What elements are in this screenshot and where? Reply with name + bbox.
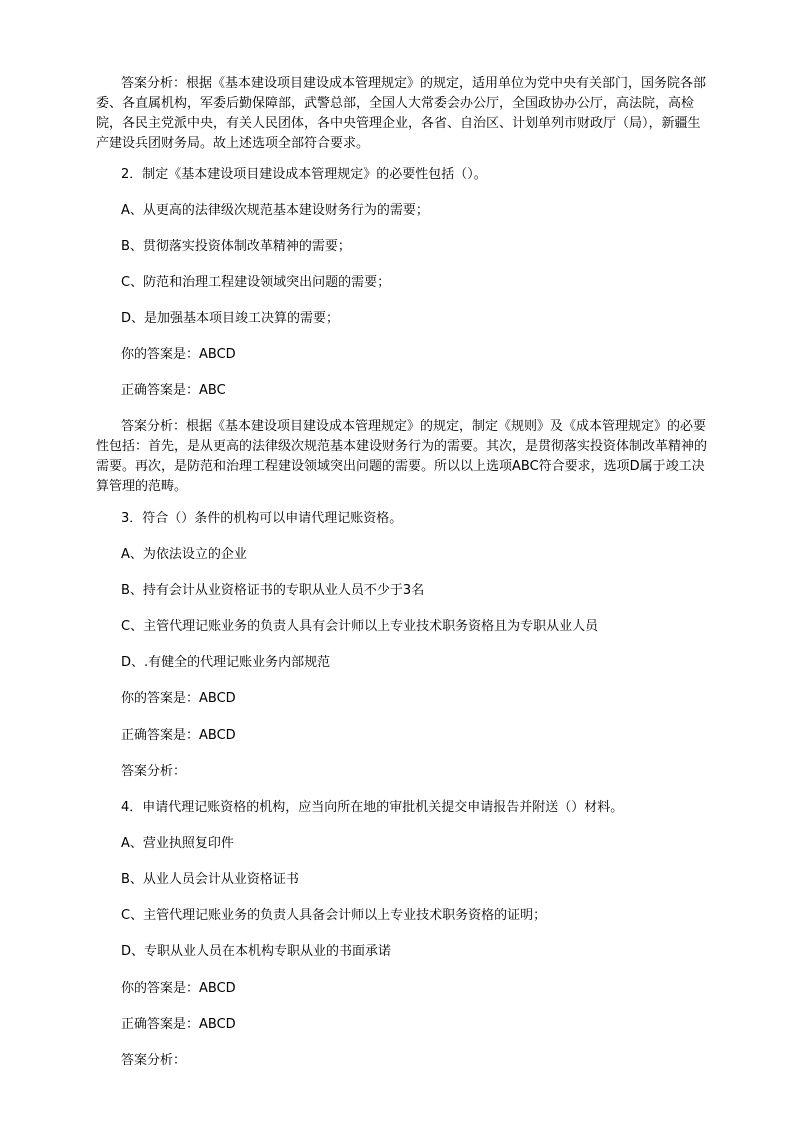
q2-question: 2．制定《基本建设项目建设成本管理规定》的必要性包括（）。 [121,167,487,182]
q2-analysis: 答案分析：根据《基本建设项目建设成本管理规定》的规定，制定《规则》及《成本管理规定》的必要性包括：首先，是从更高的法律级次规范基本建设财务行为的需要。其次，是贯彻落实投资体制改革精神的需要。再次，是防范和治理工程建设领域突出问题的需要。所以以上选项ABC符合要求，选项D属于竣工决算管理的范畴。 [96,419,708,494]
q4-analysis: 答案分析： [121,1053,187,1068]
q3-correct-answer: 正确答案是：ABCD [121,728,236,743]
q4-question: 4．申请代理记账资格的机构，应当向所在地的审批机关提交申请报告并附送（）材料。 [121,800,624,815]
q2-your-answer: 你的答案是：ABCD [121,347,236,362]
q2-option-b: B、贯彻落实投资体制改革精神的需要； [121,239,351,254]
q4-option-c: C、主管代理记账业务的负责人具备会计师以上专业技术职务资格的证明； [121,908,547,923]
q3-option-a: A、为依法设立的企业 [121,547,247,562]
q3-option-b: B、持有会计从业资格证书的专职从业人员不少于3名 [121,583,425,598]
q3-option-d: D、.有健全的代理记账业务内部规范 [121,655,331,670]
q4-option-d: D、专职从业人员在本机构专职从业的书面承诺 [121,944,392,959]
q4-option-a: A、营业执照复印件 [121,836,234,851]
q3-option-c: C、主管代理记账业务的负责人具有会计师以上专业技术职务资格且为专职从业人员 [121,619,599,634]
q1-analysis: 答案分析：根据《基本建设项目建设成本管理规定》的规定，适用单位为党中央有关部门，国务院各部委、各直属机构，军委后勤保障部，武警总部，全国人大常委会办公厅，全国政协办公厅，高法院，高检院，各民主党派中央，有关人民团体，各中央管理企业，各省、自治区、计划单列市财政厅（局），新疆生产建设兵团财务局。故上述选项全部符合要求。 [96,76,707,151]
q3-analysis: 答案分析： [121,764,187,779]
q2-option-d: D、是加强基本项目竣工决算的需要； [121,311,340,326]
q2-option-a: A、从更高的法律级次规范基本建设财务行为的需要； [121,203,429,218]
q4-correct-answer: 正确答案是：ABCD [121,1017,236,1032]
q2-option-c: C、防范和治理工程建设领域突出问题的需要； [121,275,391,290]
q4-your-answer: 你的答案是：ABCD [121,981,236,996]
q3-your-answer: 你的答案是：ABCD [121,691,236,706]
q3-question: 3．符合（）条件的机构可以申请代理记账资格。 [121,511,403,526]
q4-option-b: B、从业人员会计从业资格证书 [121,872,299,887]
q2-correct-answer: 正确答案是：ABC [121,383,226,398]
